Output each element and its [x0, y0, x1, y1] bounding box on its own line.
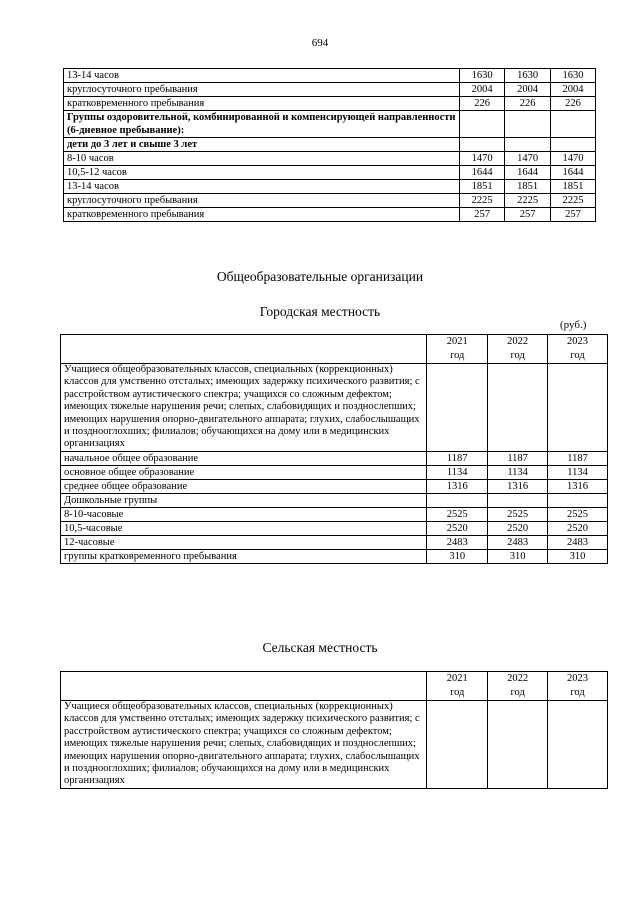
- table-row: [64, 69, 596, 83]
- value-2022: 2483: [488, 535, 548, 549]
- row-label: 8-10-часовые: [61, 507, 427, 521]
- rural-description: Учащиеся общеобразовательных классов, специальных (коррекционных) классов для умственно отсталых; имеющих задержку психического развития; с расстройством аутистического спектра; учащихся со сложным дефектом; имеющих тяжелые нарушения речи; слепых, слабовидящих и позднослепших; имеющих нарушения опорно-двигательного аппарата; глухих, слабослышащих и позднооглохших; филиалов; обучающихся на дому или в медицинских организациях: [61, 701, 427, 789]
- value-2023: 1851: [551, 180, 596, 194]
- value-2022: 310: [488, 549, 548, 563]
- table-row: [61, 451, 608, 465]
- value-2023: 1187: [548, 451, 608, 465]
- preschool-heading: Дошкольные группы: [61, 493, 427, 507]
- value-2021: 310: [427, 549, 488, 563]
- urban-year-2021: 2021 год: [427, 335, 488, 364]
- value-2022: 1644: [505, 166, 551, 180]
- value-2023: 1134: [548, 465, 608, 479]
- value-2023: 226: [551, 97, 596, 111]
- urban-description-row: [61, 364, 608, 452]
- value-2022: 2225: [505, 194, 551, 208]
- value-2023: 257: [551, 208, 596, 222]
- urban-description: Учащиеся общеобразовательных классов, специальных (коррекционных) классов для умственно отсталых; имеющих задержку психического развития; с расстройством аутистического спектра; учащихся со сложным дефектом; имеющих тяжелые нарушения речи; слепых, слабовидящих и позднослепших; имеющих нарушения опорно-двигательного аппарата; глухих, слабослышащих и позднооглохших; филиалов; обучающихся на дому или в медицинских организациях: [61, 364, 427, 452]
- table-row: [61, 479, 608, 493]
- row-label: круглосуточного пребывания: [64, 83, 460, 97]
- value-2021: 2525: [427, 507, 488, 521]
- row-label: основное общее образование: [61, 465, 427, 479]
- table-row: [61, 465, 608, 479]
- row-label: 10,5-часовые: [61, 521, 427, 535]
- value-2023: 2225: [551, 194, 596, 208]
- row-label: 12-часовые: [61, 535, 427, 549]
- value-2021: 2004: [460, 83, 505, 97]
- rural-header-row: [61, 672, 608, 701]
- table-row: [61, 507, 608, 521]
- unit-label: (руб.): [560, 319, 587, 331]
- urban-year-2023: 2023 год: [548, 335, 608, 364]
- table-row: [61, 549, 608, 563]
- rural-description-row: [61, 701, 608, 789]
- row-label: кратковременного пребывания: [64, 208, 460, 222]
- value-2021: 1851: [460, 180, 505, 194]
- value-2021: 2225: [460, 194, 505, 208]
- value-2021: 1316: [427, 479, 488, 493]
- rural-title: Сельская местность: [262, 640, 378, 655]
- value-2021: 2483: [427, 535, 488, 549]
- rural-year-2022: 2022 год: [488, 672, 548, 701]
- row-label: кратковременного пребывания: [64, 97, 460, 111]
- value-2022: 2520: [488, 521, 548, 535]
- value-2023: 1644: [551, 166, 596, 180]
- subgroup-heading-row: [64, 138, 596, 152]
- row-label: 13-14 часов: [64, 180, 460, 194]
- subgroup-heading: дети до 3 лет и свыше 3 лет: [64, 138, 460, 152]
- value-2022: 1134: [488, 465, 548, 479]
- table-row: [61, 535, 608, 549]
- page-number: 694: [311, 37, 329, 49]
- table-row: [64, 97, 596, 111]
- row-label: круглосуточного пребывания: [64, 194, 460, 208]
- value-2023: 310: [548, 549, 608, 563]
- value-2022: 1851: [505, 180, 551, 194]
- table-row: [61, 521, 608, 535]
- top-tariff-table: [63, 68, 596, 222]
- rural-table: [60, 671, 608, 789]
- value-2021: 1470: [460, 152, 505, 166]
- row-label: начальное общее образование: [61, 451, 427, 465]
- value-2021: 1630: [460, 69, 505, 83]
- table-row: [64, 152, 596, 166]
- table-row: [64, 208, 596, 222]
- value-2022: 2525: [488, 507, 548, 521]
- urban-table: [60, 334, 608, 564]
- value-2022: 226: [505, 97, 551, 111]
- value-2021: 257: [460, 208, 505, 222]
- value-2022: 1630: [505, 69, 551, 83]
- row-label: среднее общее образование: [61, 479, 427, 493]
- row-label: 13-14 часов: [64, 69, 460, 83]
- value-2023: 2520: [548, 521, 608, 535]
- value-2022: 1187: [488, 451, 548, 465]
- row-label: 10,5-12 часов: [64, 166, 460, 180]
- table-row: [64, 166, 596, 180]
- group-heading-row: [64, 111, 596, 138]
- urban-year-2022: 2022 год: [488, 335, 548, 364]
- value-2022: 1470: [505, 152, 551, 166]
- group-heading: Группы оздоровительной, комбинированной и компенсирующей направленности (6-дневное пребывание):: [64, 111, 460, 138]
- value-2022: 2004: [505, 83, 551, 97]
- value-2023: 1470: [551, 152, 596, 166]
- value-2021: 1644: [460, 166, 505, 180]
- table-row: [64, 180, 596, 194]
- section-title: Общеобразовательные организации: [216, 269, 424, 284]
- value-2021: 1187: [427, 451, 488, 465]
- value-2023: 1316: [548, 479, 608, 493]
- value-2021: 1134: [427, 465, 488, 479]
- value-2023: 2004: [551, 83, 596, 97]
- row-label: группы кратковременного пребывания: [61, 549, 427, 563]
- preschool-heading-row: [61, 493, 608, 507]
- value-2022: 257: [505, 208, 551, 222]
- value-2023: 2525: [548, 507, 608, 521]
- rural-year-2021: 2021 год: [427, 672, 488, 701]
- table-row: [64, 83, 596, 97]
- value-2023: 1630: [551, 69, 596, 83]
- urban-title: Городская местность: [259, 304, 381, 319]
- row-label: 8-10 часов: [64, 152, 460, 166]
- value-2023: 2483: [548, 535, 608, 549]
- value-2021: 226: [460, 97, 505, 111]
- value-2021: 2520: [427, 521, 488, 535]
- urban-header-row: [61, 335, 608, 364]
- table-row: [64, 194, 596, 208]
- rural-year-2023: 2023 год: [548, 672, 608, 701]
- value-2022: 1316: [488, 479, 548, 493]
